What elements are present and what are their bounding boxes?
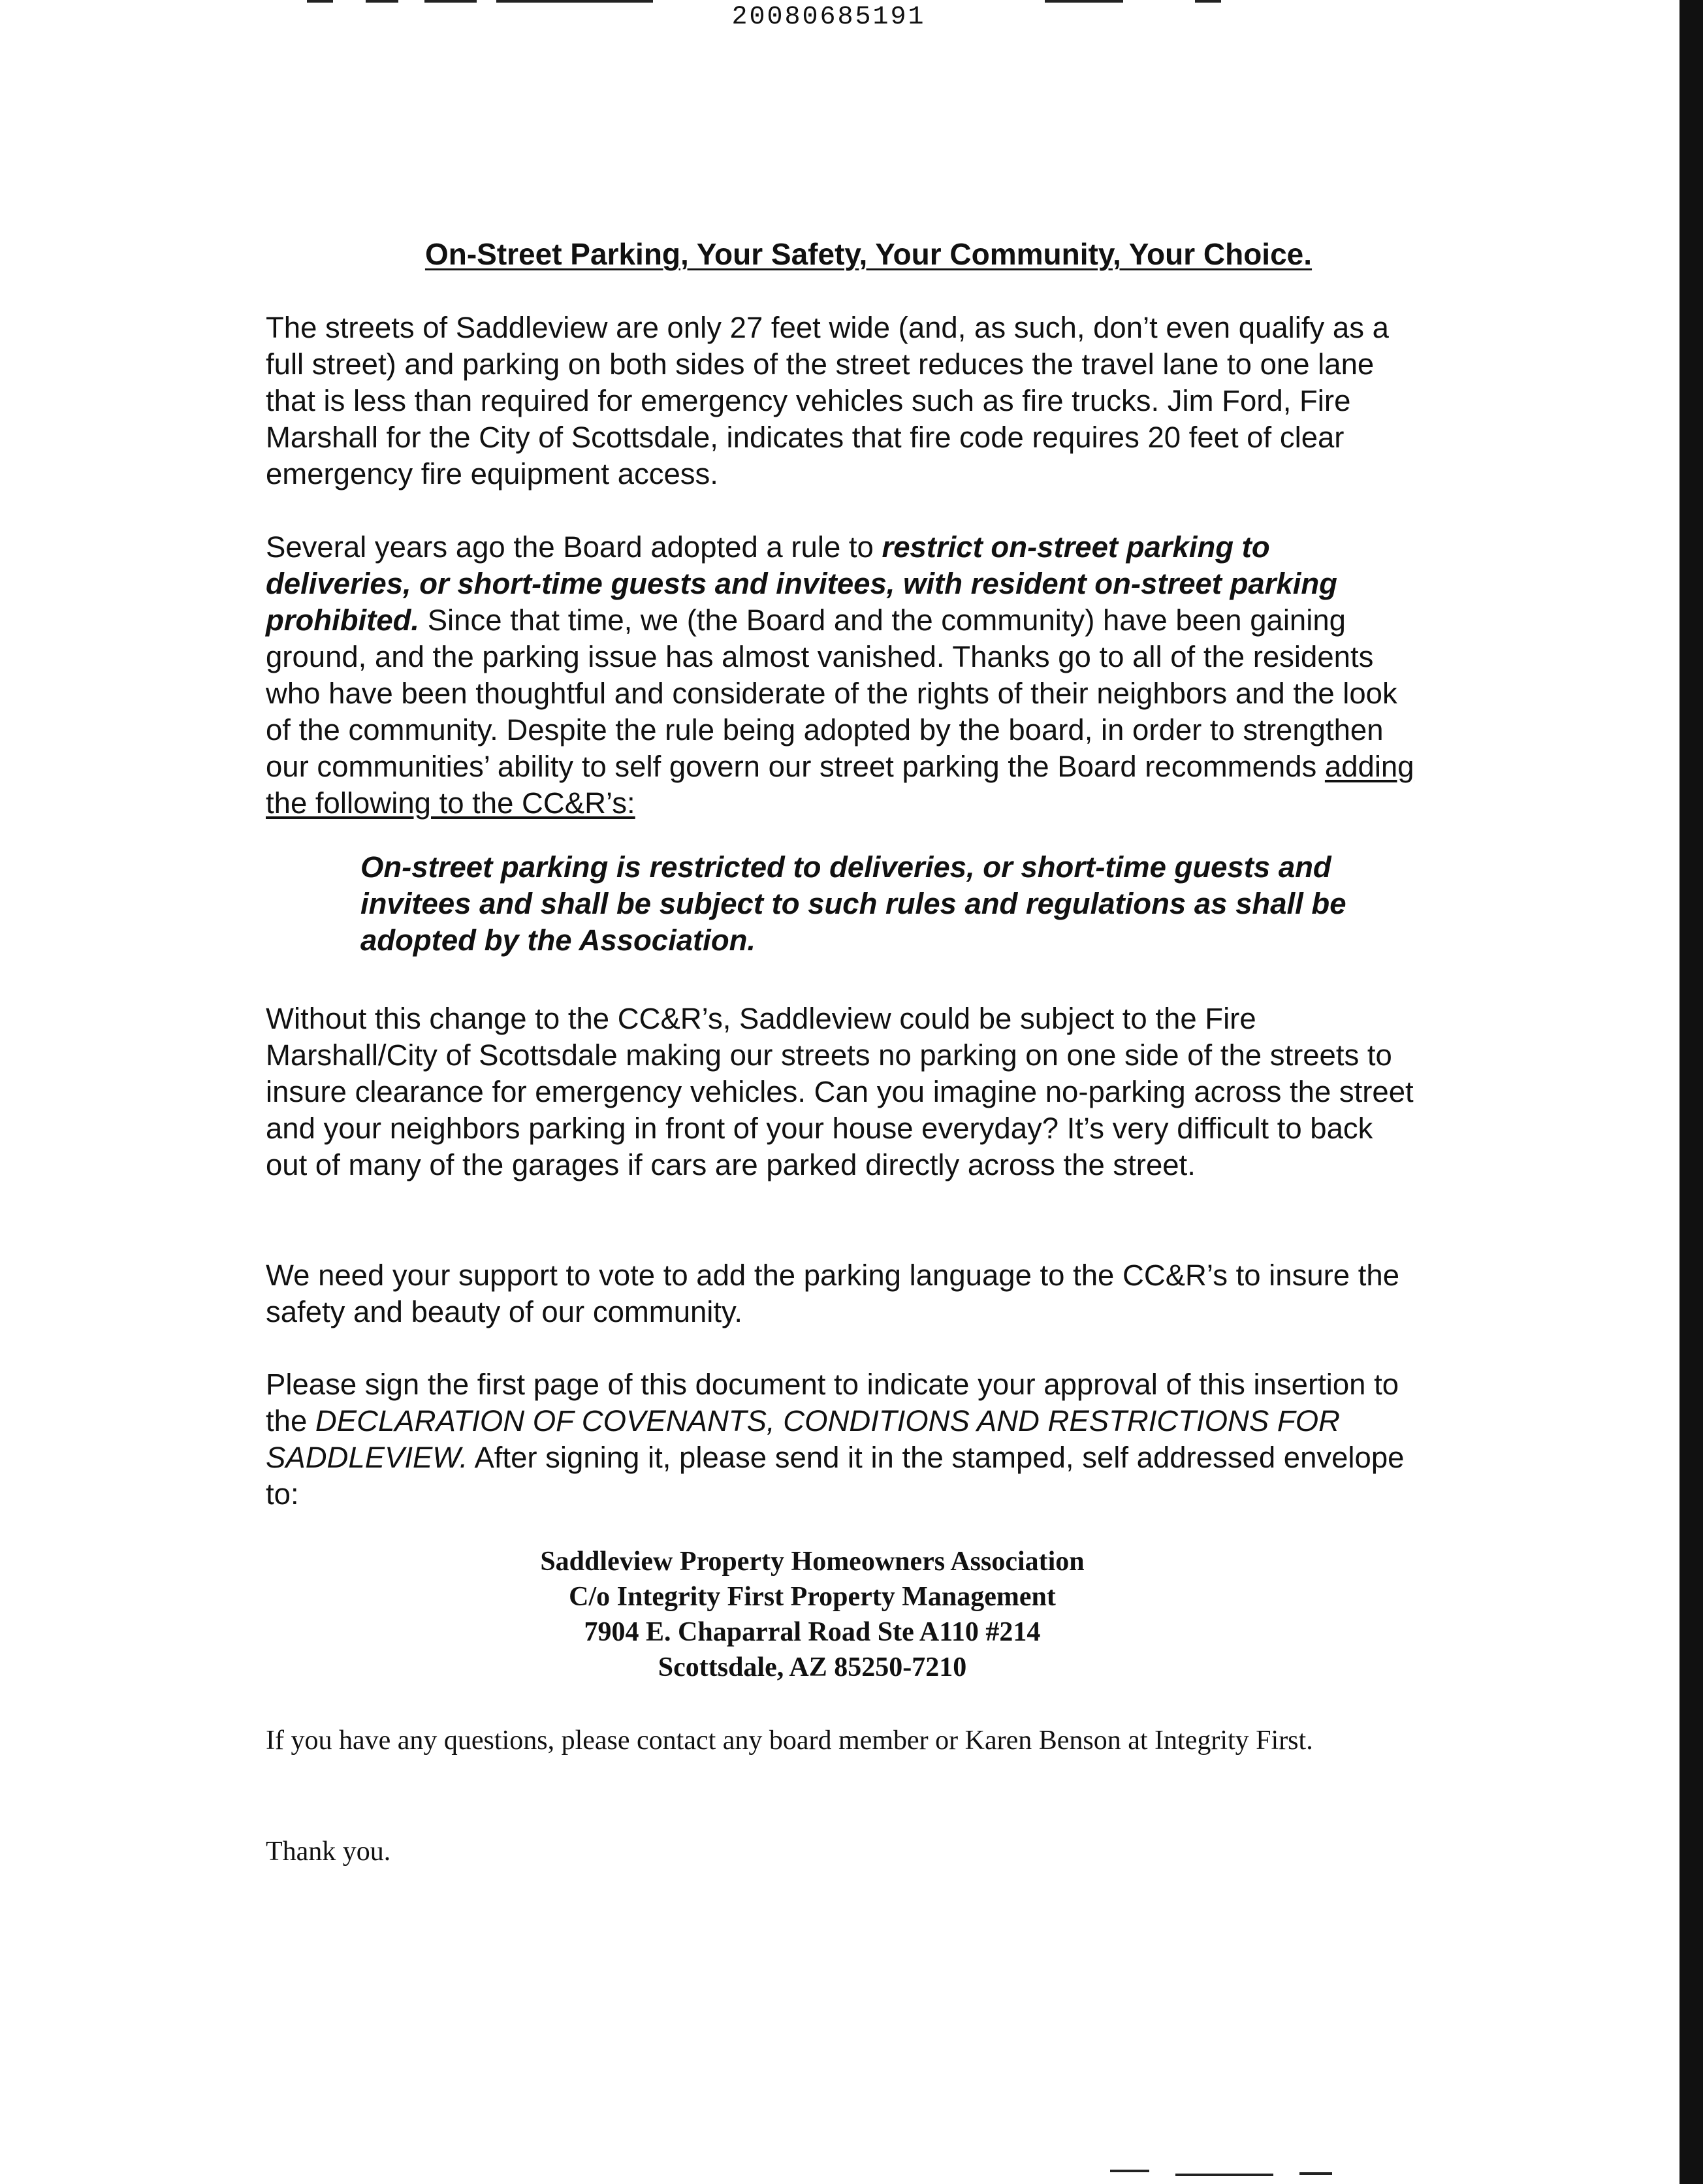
board-rule-underlined: adding the following to the CC&R’s: [266,750,1414,820]
closing-thanks: Thank you. [266,1837,391,1867]
sign-declaration-title: DECLARATION OF COVENANTS, CONDITIONS AND RESTRICTIONS FOR SADDLEVIEW. [266,1404,1340,1474]
address-line-3: 7904 E. Chaparral Road Ste A110 #214 [584,1617,1041,1647]
paragraph-fire-marshall: Without this change to the CC&R’s, Saddleview could be subject to the Fire Marshall/City of Scottsdale making our streets no parking on one side of the streets to insure clearance for emergency vehicles. Can you imagine no-parking across the street and your neighbors parking in front of your house everyday? It’s very difficult to back out of many of the garages if cars are parked directly across the street. [266,1002,1414,1181]
sign-lead: Please sign the first page of this document to indicate your approval of this insertion to the [266,1368,1399,1437]
board-rule-body: Since that time, we (the Board and the community) have been gaining ground, and the parking issue has almost vanished. Thanks go to all of the residents who have been thoughtful and considerate of the rights of their neighbors and the look of the community. Despite the rule being adopted by the board, in order to strengthen our communities’ ability to self govern our street parking the Board recommends [266,603,1397,783]
scan-edge-shadow [1679,0,1703,2184]
address-line-4: Scottsdale, AZ 85250-7210 [658,1652,967,1682]
board-rule-emphasis: restrict on-street parking to deliveries, or short-time guests and invitees, with resident on-street parking prohibited. [266,530,1337,637]
board-rule-lead: Several years ago the Board adopted a rule to [266,530,882,564]
address-line-1: Saddleview Property Homeowners Association [540,1547,1085,1577]
address-line-2: C/o Integrity First Property Management [569,1582,1056,1612]
contact-note: If you have any questions, please contact any board member or Karen Benson at Integrity First. [266,1726,1313,1756]
paragraph-street-width: The streets of Saddleview are only 27 feet wide (and, as such, don’t even qualify as a full street) and parking on both sides of the street reduces the travel lane to one lane that is less than required for emergency vehicles such as fire trucks. Jim Ford, Fire Marshall for the City of Scottsdale, indicates that fire code requires 20 feet of clear emergency fire equipment access. [266,311,1389,490]
mailing-address [0,1544,1703,1685]
paragraph-sign-instructions [266,1366,1415,1513]
document-number: 20080685191 [731,3,926,32]
paragraph-board-rule [266,529,1415,822]
sign-tail: After signing it, please send it in the stamped, self addressed envelope to: [266,1441,1405,1511]
paragraph-support-vote: We need your support to vote to add the parking language to the CC&R’s to insure the safety and beauty of our community. [266,1259,1399,1328]
quoted-amendment: On-street parking is restricted to deliveries, or short-time guests and invitees and shall be subject to such rules and regulations as shall be adopted by the Association. [360,850,1346,957]
page-title: On-Street Parking, Your Safety, Your Community, Your Choice. [424,237,1313,271]
